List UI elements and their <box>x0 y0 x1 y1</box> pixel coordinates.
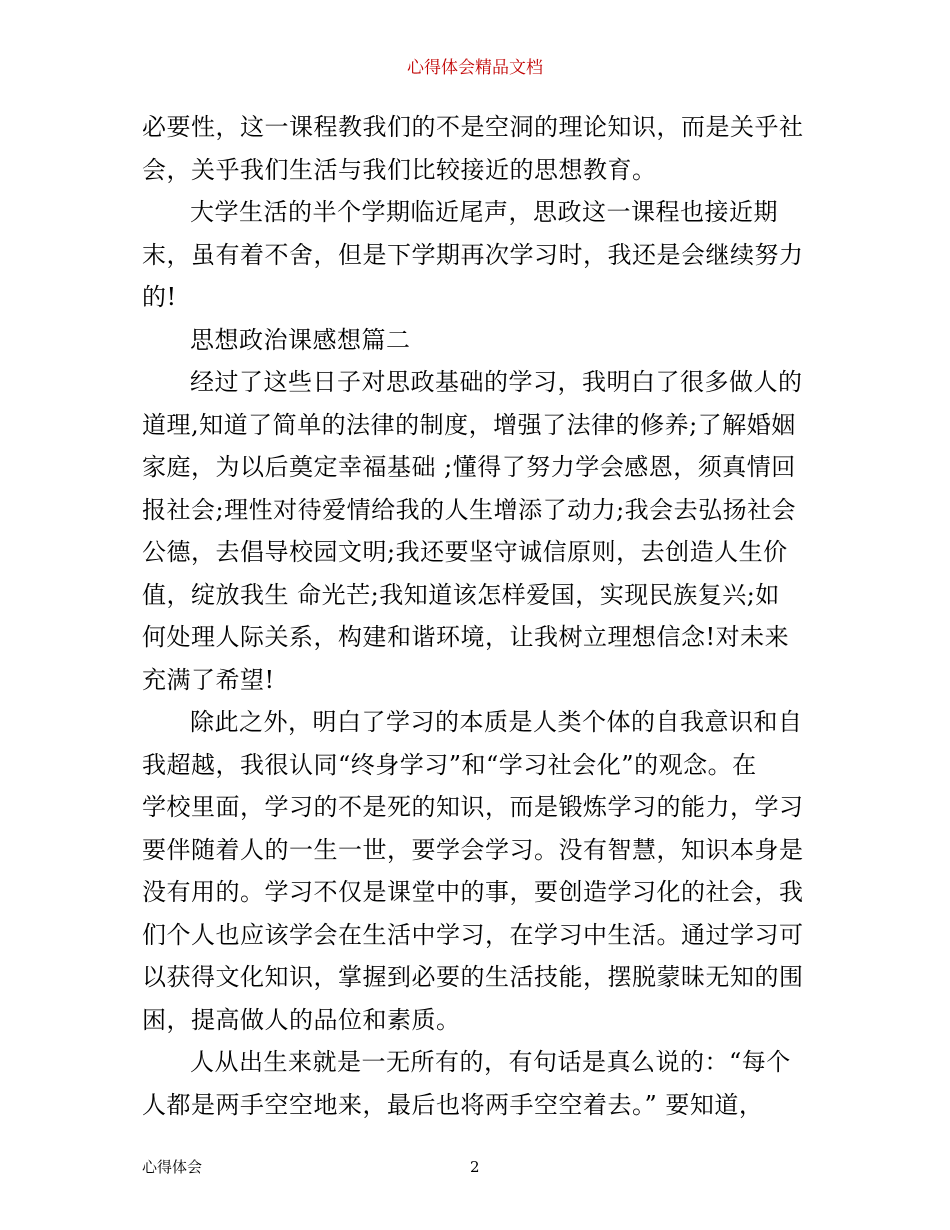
section-heading: 思想政治课感想篇二 <box>190 325 411 354</box>
text-line: 道理,知道了简单的法律的制度，增强了法律的修养;了解婚姻 <box>142 410 796 439</box>
text-line: 充满了希望! <box>142 665 275 694</box>
document-header-title: 心得体会精品文档 <box>407 58 543 78</box>
text-line: 们个人也应该学会在生活中学习，在学习中生活。通过学习可 <box>142 920 804 949</box>
text-line: 困，提高做人的品位和素质。 <box>142 1005 461 1034</box>
text-line: 末，虽有着不舍，但是下学期再次学习时，我还是会继续努力 <box>142 240 804 269</box>
text-line: 大学生活的半个学期临近尾声，思政这一课程也接近期 <box>190 198 778 226</box>
document-body <box>142 106 812 1126</box>
text-line: 必要性，这一课程教我们的不是空洞的理论知识，而是关乎社 <box>142 113 804 141</box>
text-line: 没有用的。学习不仅是课堂中的事，要创造学习化的社会，我 <box>142 878 804 906</box>
footer-label: 心得体会 <box>142 1158 203 1176</box>
text-line: 报社会;理性对待爱情给我的人生增添了动力;我会去弘扬社会 <box>142 495 797 524</box>
text-line: 以获得文化知识，掌握到必要的生活技能，摆脱蒙昧无知的围 <box>142 963 804 991</box>
text-line: 经过了这些日子对思政基础的学习，我明白了很多做人的 <box>190 368 803 396</box>
text-line: 我超越，我很认同“终身学习”和“学习社会化”的观念。在 <box>142 750 757 779</box>
text-line: 要伴随着人的一生一世，要学会学习。没有智慧，知识本身是 <box>142 835 804 864</box>
text-line: 值，绽放我生 命光芒;我知道该怎样爱国，实现民族复兴;如 <box>142 580 780 609</box>
text-line: 公德，去倡导校园文明;我还要坚守诚信原则，去创造人生价 <box>142 538 788 566</box>
page-number: 2 <box>470 1158 480 1176</box>
text-line: 人从出生来就是一无所有的，有句话是真么说的：“每个 <box>190 1048 791 1076</box>
text-line: 的! <box>142 283 177 311</box>
text-line: 会，关乎我们生活与我们比较接近的思想教育。 <box>142 155 657 184</box>
text-line: 人都是两手空空地来，最后也将两手空空着去。” 要知道， <box>142 1090 764 1119</box>
text-line: 何处理人际关系，构建和谐环境，让我树立理想信念!对未来 <box>142 623 790 651</box>
text-line: 学校里面，学习的不是死的知识，而是锻炼学习的能力，学习 <box>142 793 804 821</box>
text-line: 除此之外，明白了学习的本质是人类个体的自我意识和自 <box>190 708 803 736</box>
text-line: 家庭，为以后奠定幸福基础 ;懂得了努力学会感恩，须真情回 <box>142 453 796 481</box>
